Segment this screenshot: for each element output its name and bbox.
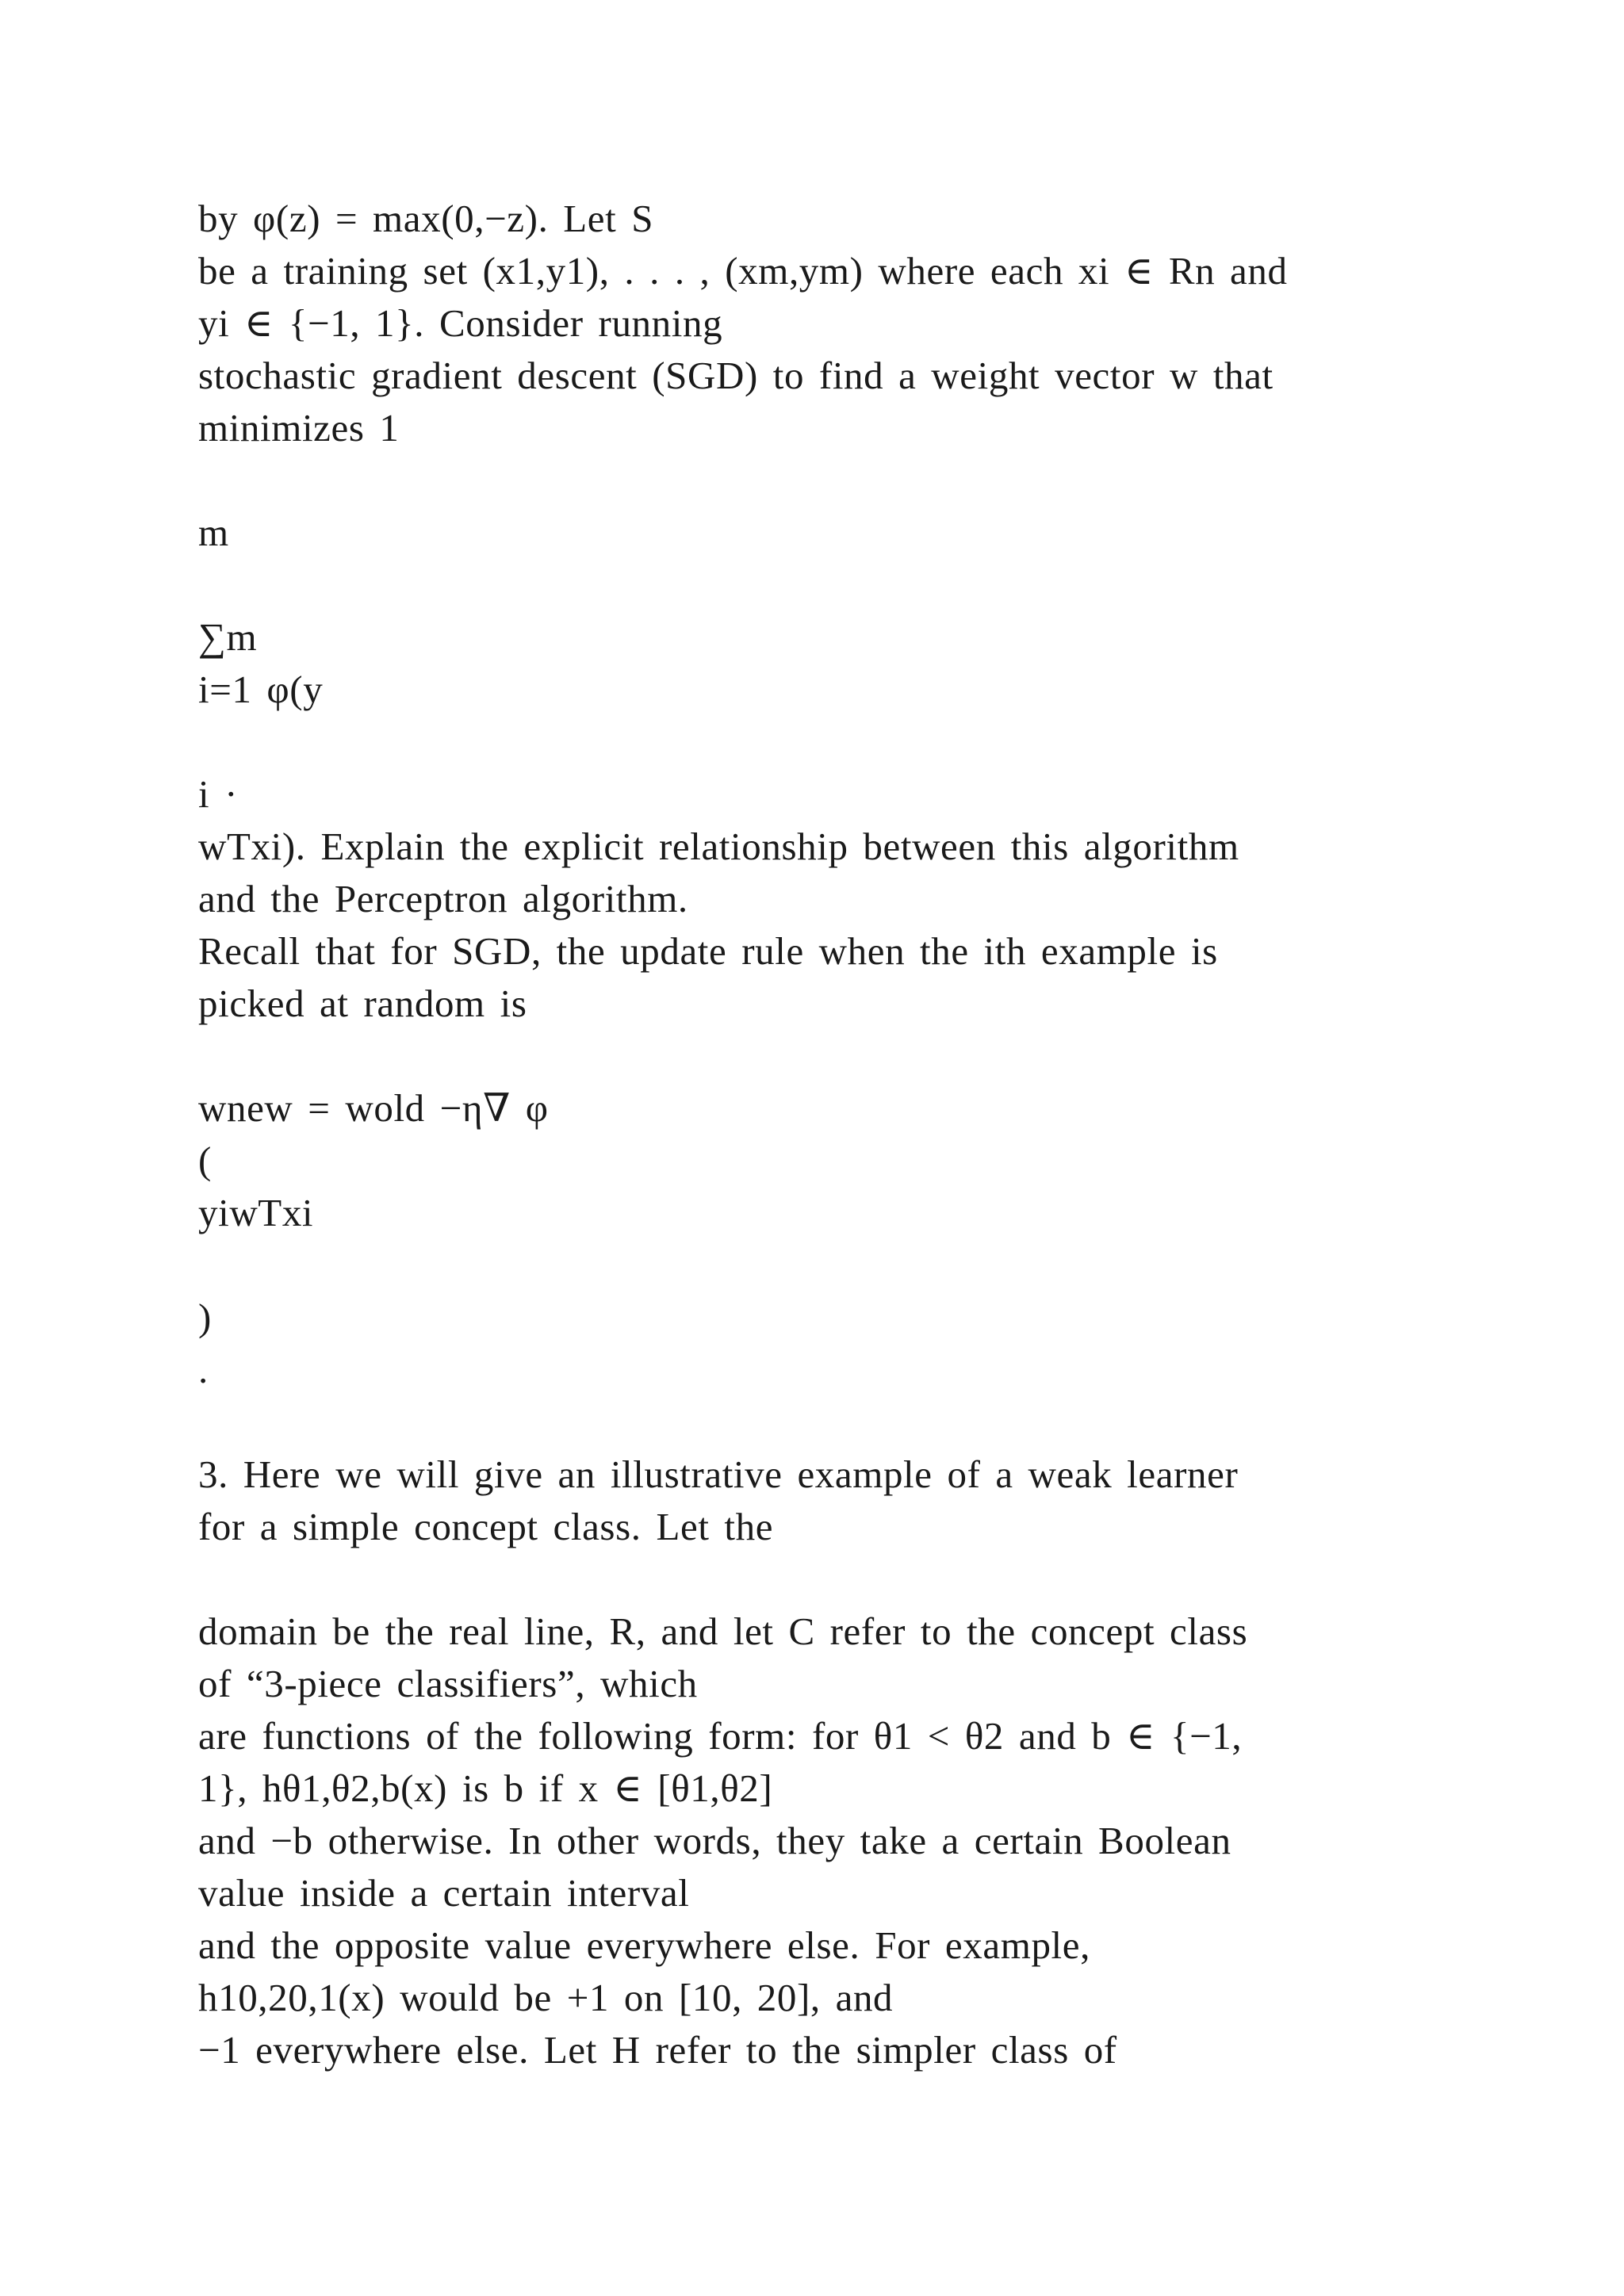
blank-line bbox=[198, 559, 1451, 611]
text-line: i=1 φ(y bbox=[198, 668, 324, 711]
text-line: picked at random is bbox=[198, 982, 527, 1025]
text-line: domain be the real line, R, and let C refer to the concept class bbox=[198, 1609, 1248, 1653]
blank-line bbox=[198, 1553, 1451, 1605]
text-line: yiwTxi bbox=[198, 1191, 314, 1234]
text-line: be a training set (x1,y1), . . . , (xm,ym) where each xi ∈ Rn and bbox=[198, 249, 1288, 293]
text-line: value inside a certain interval bbox=[198, 1871, 690, 1915]
text-line: Recall that for SGD, the update rule when the ith example is bbox=[198, 929, 1218, 973]
blank-line bbox=[198, 1396, 1451, 1448]
text-line: i · bbox=[198, 772, 238, 816]
text-line: stochastic gradient descent (SGD) to find a weight vector w that bbox=[198, 354, 1274, 397]
blank-line bbox=[198, 1239, 1451, 1292]
text-line: 3. Here we will give an illustrative example of a weak learner bbox=[198, 1452, 1239, 1496]
blank-line bbox=[198, 1030, 1451, 1082]
text-line: . bbox=[198, 1348, 209, 1391]
text-line: by φ(z) = max(0,−z). Let S bbox=[198, 197, 654, 240]
text-line: yi ∈ {−1, 1}. Consider running bbox=[198, 301, 723, 345]
text-line: ∑m bbox=[198, 615, 258, 659]
text-line: m bbox=[198, 511, 229, 554]
text-line: and the opposite value everywhere else. For example, bbox=[198, 1923, 1090, 1967]
text-line: are functions of the following form: for θ1 < θ2 and b ∈ {−1, bbox=[198, 1714, 1243, 1758]
text-line: −1 everywhere else. Let H refer to the simpler class of bbox=[198, 2028, 1117, 2072]
blank-line bbox=[198, 716, 1451, 768]
text-line: h10,20,1(x) would be +1 on [10, 20], and bbox=[198, 1976, 894, 2019]
text-line: 1}, hθ1,θ2,b(x) is b if x ∈ [θ1,θ2] bbox=[198, 1766, 773, 1810]
text-line: ) bbox=[198, 1295, 212, 1339]
text-line: ( bbox=[198, 1138, 212, 1182]
text-line: and the Perceptron algorithm. bbox=[198, 877, 688, 920]
text-line: minimizes 1 bbox=[198, 406, 400, 450]
text-line: wTxi). Explain the explicit relationship between this algorithm bbox=[198, 825, 1239, 868]
text-line: and −b otherwise. In other words, they take a certain Boolean bbox=[198, 1819, 1231, 1862]
document-body bbox=[198, 193, 1451, 2076]
blank-line bbox=[198, 454, 1451, 507]
text-line: wnew = wold −η∇ φ bbox=[198, 1086, 549, 1130]
text-line: for a simple concept class. Let the bbox=[198, 1505, 774, 1548]
text-line: of “3-piece classifiers”, which bbox=[198, 1662, 698, 1705]
